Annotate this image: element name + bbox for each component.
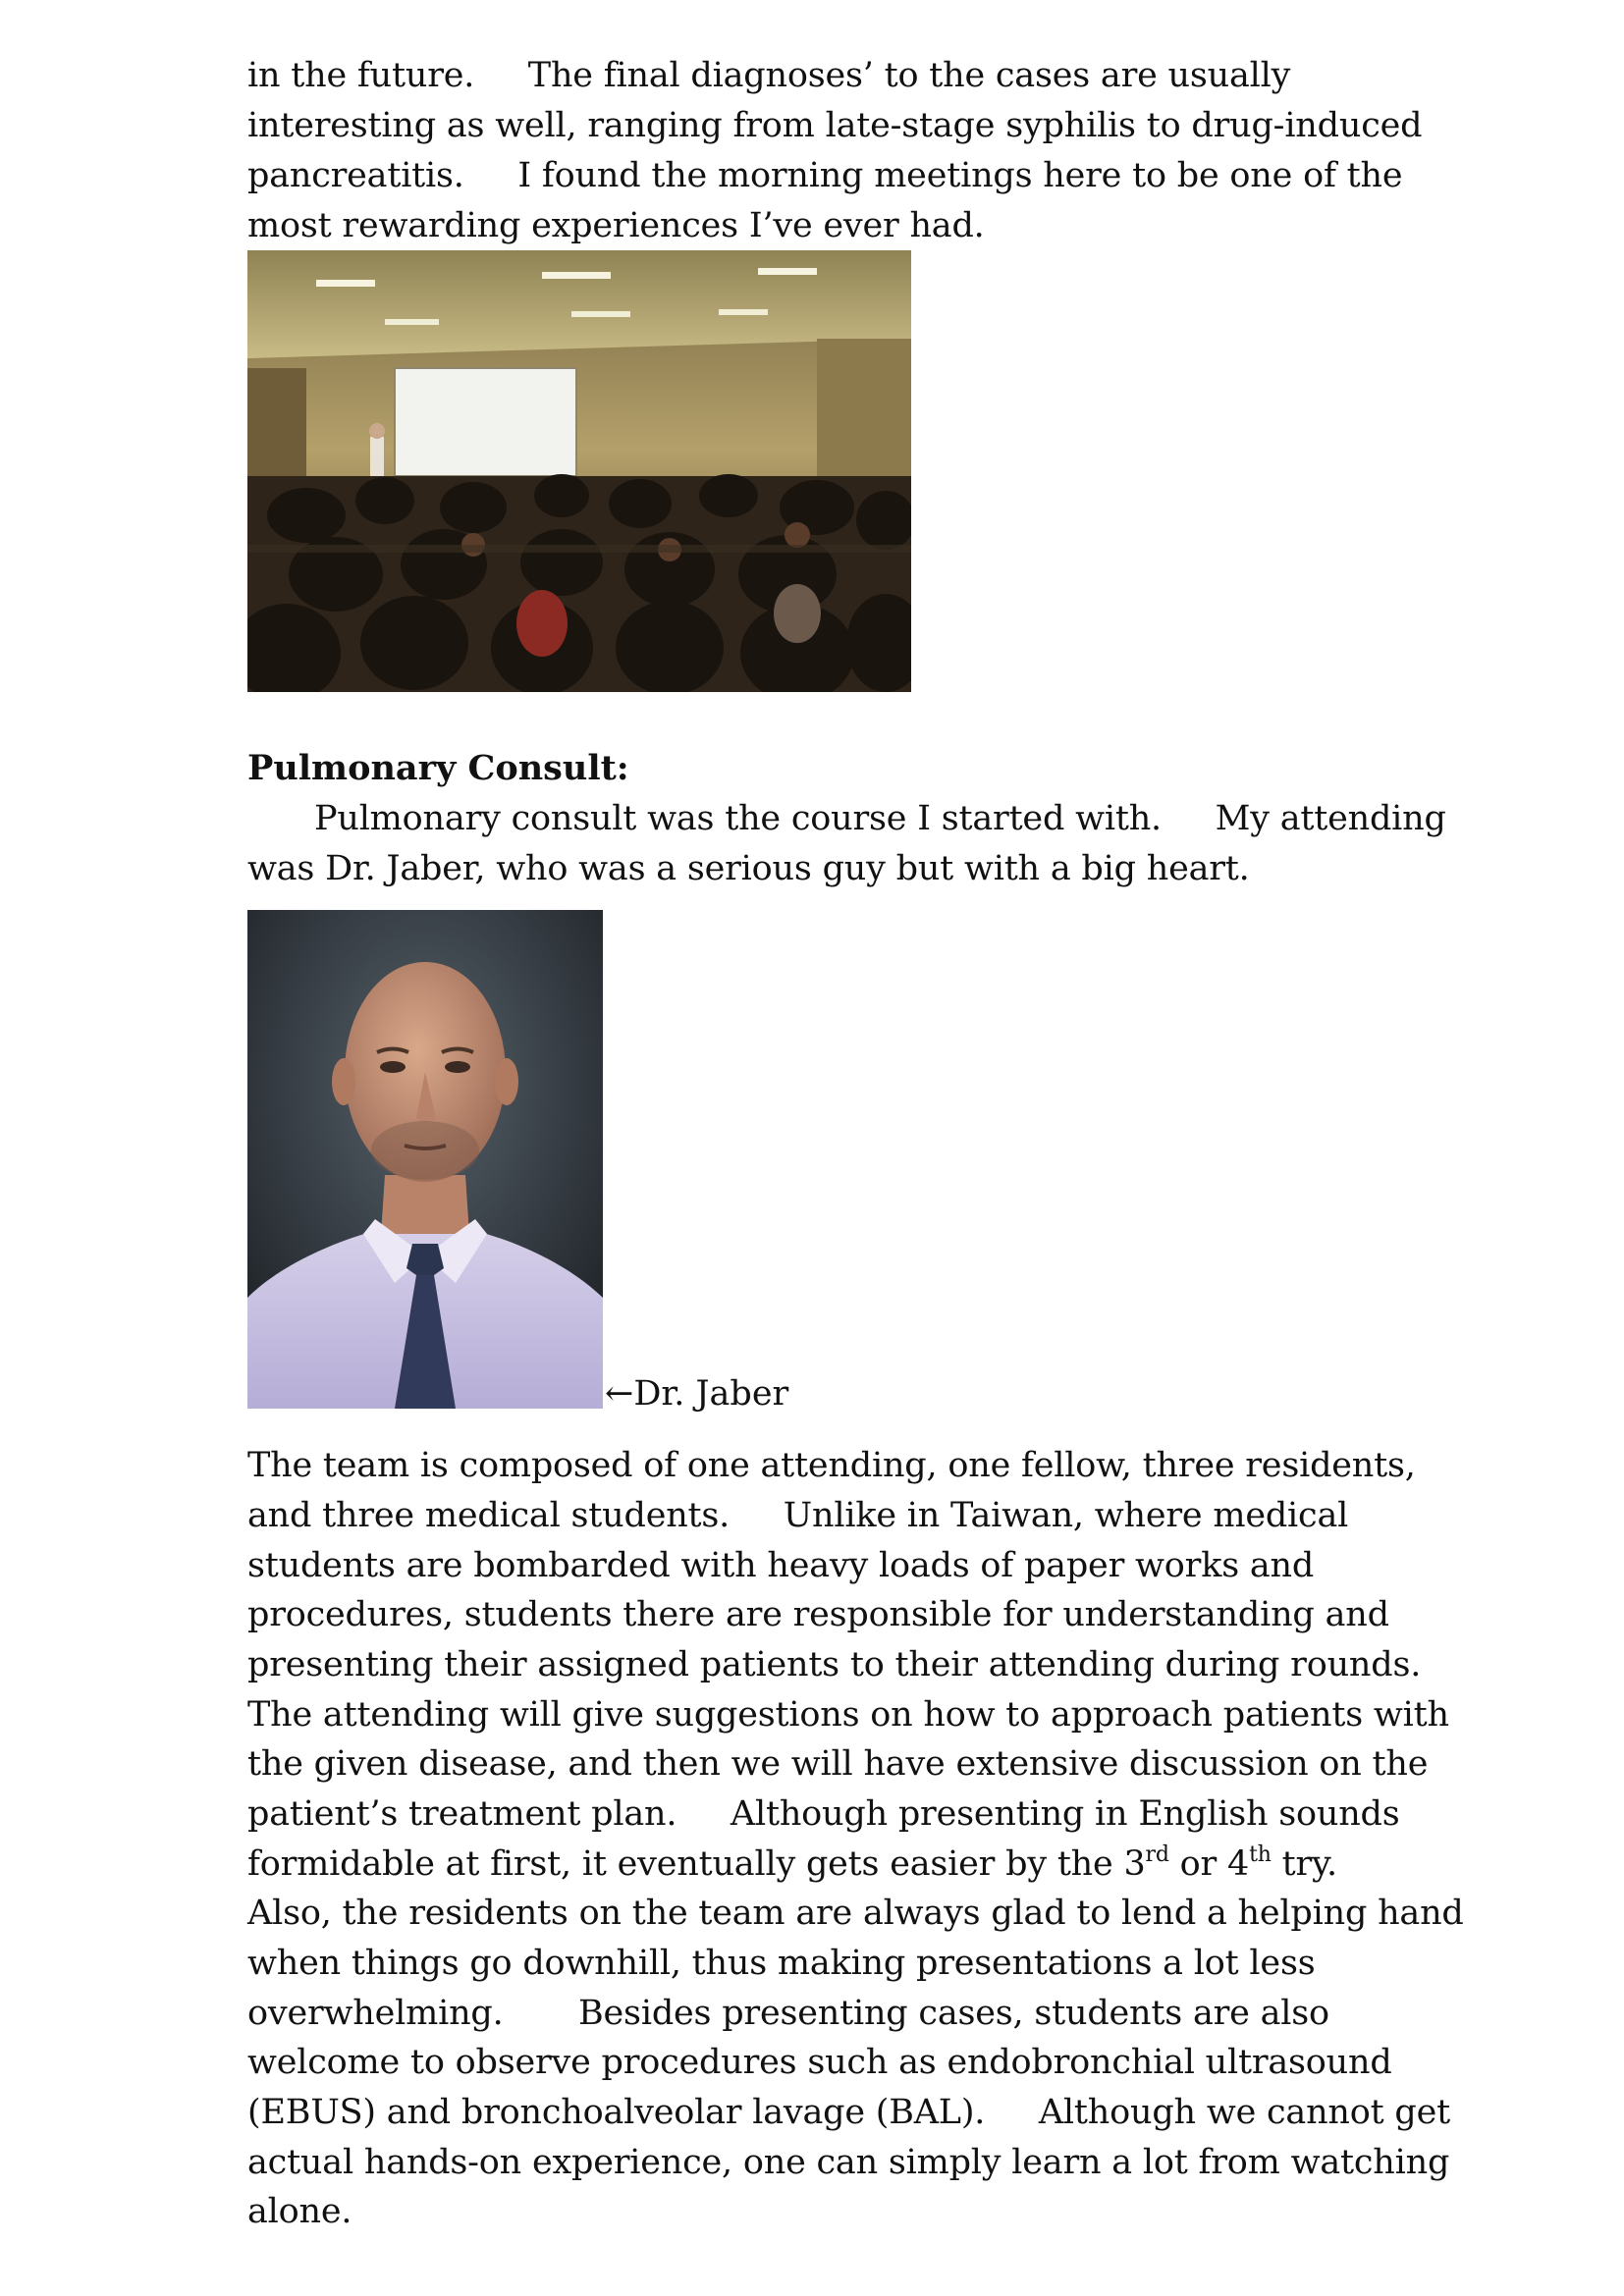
body-line: and three medical students. Unlike in Taiwan, where medical [247, 1496, 1349, 1535]
body-line: The attending will give suggestions on how to approach patients with [247, 1695, 1449, 1735]
body-line: procedures, students there are responsible for understanding and [247, 1595, 1389, 1634]
body-line: students are bombarded with heavy loads of paper works and [247, 1546, 1315, 1585]
section-intro-line: Pulmonary consult was the course I started with. My attending [314, 799, 1446, 838]
ordinals-middle: or 4 [1168, 1844, 1250, 1884]
body-line: the given disease, and then we will have extensive discussion on the [247, 1744, 1429, 1784]
ordinals-prefix: formidable at first, it eventually gets easier by the 3 [247, 1844, 1146, 1884]
intro-line: in the future. The final diagnoses’ to the cases are usually [247, 56, 1291, 95]
intro-line: interesting as well, ranging from late-stage syphilis to drug-induced [247, 106, 1423, 145]
body-line: (EBUS) and bronchoalveolar lavage (BAL). Although we cannot get [247, 2093, 1451, 2132]
portrait-caption: ←Dr. Jaber [605, 1374, 789, 1414]
body-line: alone. [247, 2192, 352, 2231]
section-intro-line: was Dr. Jaber, who was a serious guy but with a big heart. [247, 849, 1250, 888]
body-line: when things go downhill, thus making presentations a lot less [247, 1944, 1316, 1983]
ordinals-suffix: try. [1271, 1844, 1337, 1884]
body-line: welcome to observe procedures such as endobronchial ultrasound [247, 2043, 1392, 2082]
section-heading: Pulmonary Consult: [247, 748, 629, 788]
ordinal-suffix-th: th [1249, 1842, 1272, 1867]
dr-jaber-portrait-photo [247, 910, 603, 1409]
ordinal-suffix-rd: rd [1145, 1842, 1169, 1867]
body-line: presenting their assigned patients to their attending during rounds. [247, 1645, 1422, 1684]
body-line: The team is composed of one attending, one fellow, three residents, [247, 1446, 1416, 1485]
conference-room-photo [247, 250, 911, 692]
body-line: Also, the residents on the team are always glad to lend a helping hand [247, 1894, 1464, 1933]
intro-line: most rewarding experiences I’ve ever had. [247, 206, 985, 245]
body-line-ordinals [247, 1840, 1337, 1889]
intro-line: pancreatitis. I found the morning meetings here to be one of the [247, 156, 1403, 195]
body-line: overwhelming. Besides presenting cases, students are also [247, 1994, 1329, 2033]
body-line: actual hands-on experience, one can simply learn a lot from watching [247, 2143, 1450, 2182]
body-line: patient’s treatment plan. Although presenting in English sounds [247, 1794, 1400, 1834]
